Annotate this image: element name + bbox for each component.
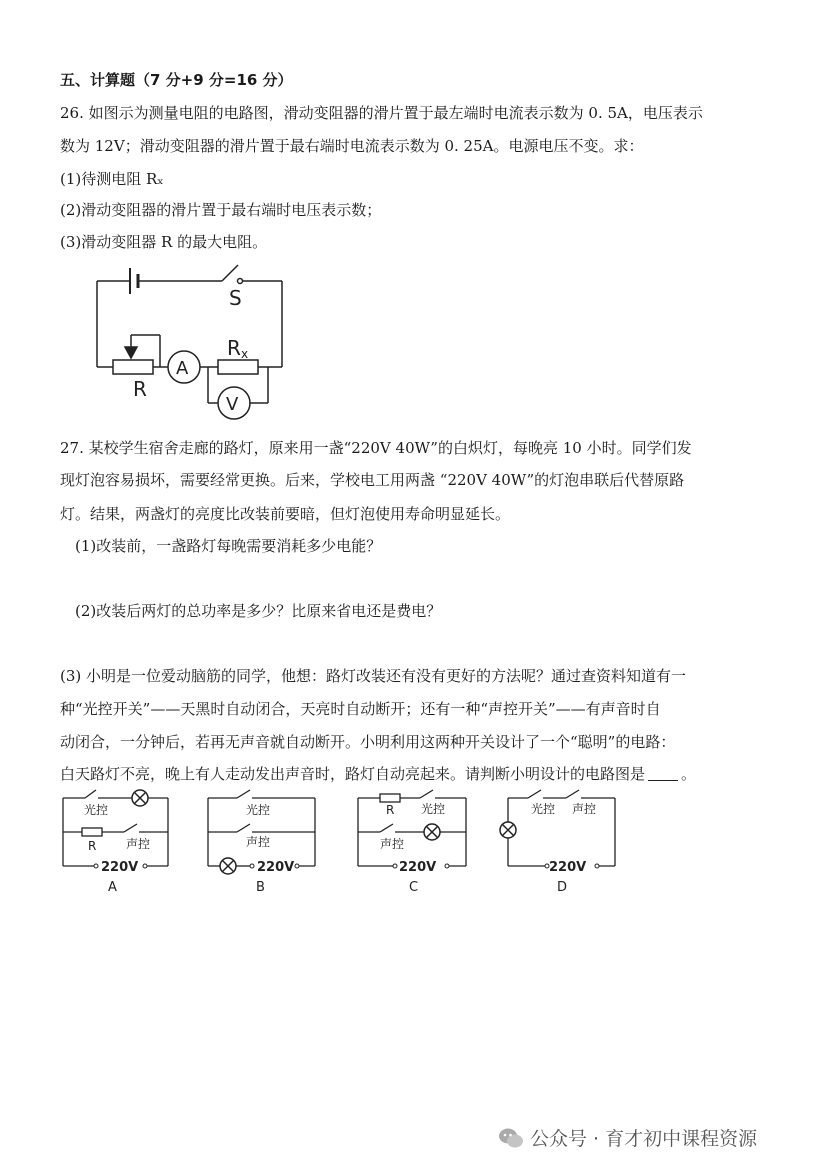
option-d-lamp-icon xyxy=(500,822,516,838)
option-c-light-label: 光控 xyxy=(421,802,446,816)
option-b-voltage: 220V xyxy=(257,860,295,875)
q26-text-line1: 26. 如图示为测量电阻的电路图，滑动变阻器的滑片置于最左端时电流表示数为 0. 5A，电压表示 xyxy=(60,104,703,122)
watermark xyxy=(498,1124,757,1151)
q27-text-line2: 现灯泡容易损坏，需要经常更换。后来，学校电工用两盏 “220V 40W”的灯泡串联后代替原路 xyxy=(60,471,685,489)
option-b-lamp-icon xyxy=(220,858,236,874)
q27-sub1: (1)改装前，一盏路灯每晚需要消耗多少电能？ xyxy=(75,537,382,555)
switch-s xyxy=(222,265,238,281)
option-b-light-label: 光控 xyxy=(246,803,271,817)
option-d-sound-label: 声控 xyxy=(572,802,597,816)
option-c-label: C xyxy=(409,880,419,895)
q26-sub1: (1)待测电阻 Rₓ xyxy=(60,170,164,188)
answer-blank[interactable] xyxy=(648,766,678,781)
q27-sub3-line3: 动闭合，一分钟后，若再无声音就自动断开。小明利用这两种开关设计了一个“聪明”的电路： xyxy=(60,733,676,751)
option-c-sound-label: 声控 xyxy=(380,837,405,851)
option-c-lamp-icon xyxy=(424,824,440,840)
q27-sub3-line2: 种“光控开关”——天黑时自动闭合，天亮时自动断开；还有一种“声控开关”——有声音时自 xyxy=(60,700,661,718)
option-a-circuit xyxy=(63,790,168,866)
option-a-r-label: R xyxy=(88,839,97,853)
section-title: 五、计算题（7 分+9 分=16 分） xyxy=(60,71,293,89)
option-c-r-label: R xyxy=(386,803,395,817)
q27-sub2: (2)改装后两灯的总功率是多少？比原来省电还是费电？ xyxy=(75,602,442,620)
resistor-label: R xyxy=(227,336,241,360)
switch-label: S xyxy=(229,286,242,310)
option-c-circuit xyxy=(358,790,466,866)
resistor-rx xyxy=(218,360,258,374)
option-a-sound-label: 声控 xyxy=(126,837,151,851)
option-b-sound-label: 声控 xyxy=(246,835,271,849)
option-d-circuit xyxy=(508,790,615,866)
voltmeter-label: V xyxy=(226,394,239,415)
voltmeter-symbol xyxy=(218,387,250,419)
resistor-subscript: x xyxy=(241,347,249,361)
rheostat-label: R xyxy=(133,377,147,401)
option-a-light-label: 光控 xyxy=(84,803,109,817)
option-b-circuit xyxy=(208,790,315,866)
option-d-voltage: 220V xyxy=(549,860,587,875)
watermark-text: 公众号 · 育才初中课程资源 xyxy=(530,1128,758,1150)
ammeter-label: A xyxy=(176,358,189,379)
rheostat-slider-arrow xyxy=(125,347,137,358)
option-d-light-label: 光控 xyxy=(531,802,556,816)
ammeter-symbol xyxy=(168,351,200,383)
option-b-label: B xyxy=(256,880,265,895)
q27-sub3-line1: (3) 小明是一位爱动脑筋的同学，他想：路灯改装还有没有更好的方法呢？通过查资料知道有一 xyxy=(60,667,687,685)
q26-sub3: (3)滑动变阻器 R 的最大电阻。 xyxy=(60,233,268,251)
option-a-lamp-icon xyxy=(132,790,148,806)
q27-text-line1: 27. 某校学生宿舍走廊的路灯，原来用一盏“220V 40W”的白炽灯，每晚亮 10 小时。同学们发 xyxy=(60,439,692,457)
q26-text-line2: 数为 12V；滑动变阻器的滑片置于最右端时电流表示数为 0. 25A。电源电压不变。求： xyxy=(60,137,644,155)
q27-sub3-line4: 白天路灯不亮，晚上有人走动发出声音时，路灯自动亮起来。请判断小明设计的电路图是 。 xyxy=(60,765,697,783)
q26-sub2: (2)滑动变阻器的滑片置于最右端时电压表示数； xyxy=(60,201,382,219)
option-a-voltage: 220V xyxy=(101,860,139,875)
q27-text-line3: 灯。结果，两盏灯的亮度比改装前要暗，但灯泡使用寿命明显延长。 xyxy=(60,505,511,523)
option-d-label: D xyxy=(557,880,568,895)
wechat-logo-icon xyxy=(498,1127,524,1149)
rheostat-r xyxy=(113,360,153,374)
option-c-voltage: 220V xyxy=(399,860,437,875)
option-a-label: A xyxy=(108,880,117,895)
